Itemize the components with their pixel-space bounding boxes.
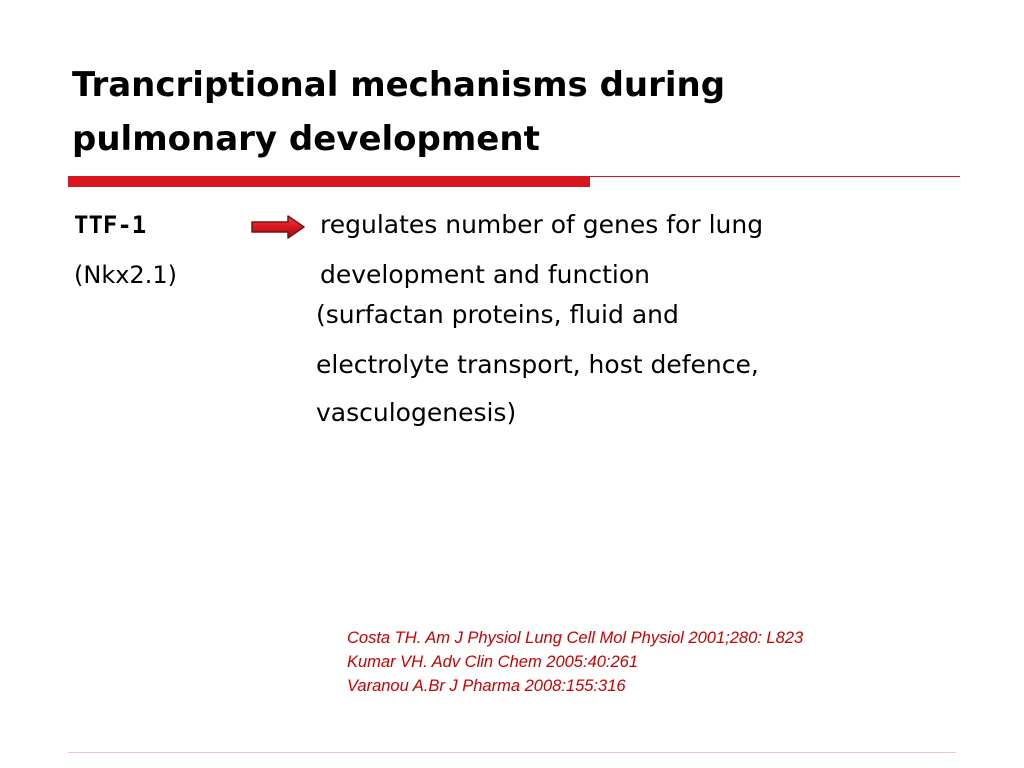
title-line-1: Trancriptional mechanisms during <box>72 65 726 105</box>
description-line-5: vasculogenesis) <box>316 398 517 427</box>
term-name: TTF-1 <box>74 211 147 239</box>
description-line-3: (surfactan proteins, fluid and <box>316 300 679 329</box>
references <box>347 626 803 698</box>
description-line-4: electrolyte transport, host defence, <box>316 350 759 379</box>
reference-item: Costa TH. Am J Physiol Lung Cell Mol Physiol 2001;280: L823 <box>347 629 804 647</box>
title-underline-thin <box>590 176 960 177</box>
description-line-2: development and function <box>320 260 650 289</box>
footer-divider <box>68 752 956 753</box>
right-arrow-icon <box>250 214 306 240</box>
reference-item: Kumar VH. Adv Clin Chem 2005:40:261 <box>347 653 639 671</box>
reference-item: Varanou A.Br J Pharma 2008:155:316 <box>347 677 626 695</box>
description-line-1: regulates number of genes for lung <box>320 210 764 239</box>
title-underline-thick <box>68 176 590 187</box>
term-alias: (Nkx2.1) <box>74 261 177 289</box>
slide-title <box>72 58 952 166</box>
title-line-2: pulmonary development <box>72 119 540 159</box>
